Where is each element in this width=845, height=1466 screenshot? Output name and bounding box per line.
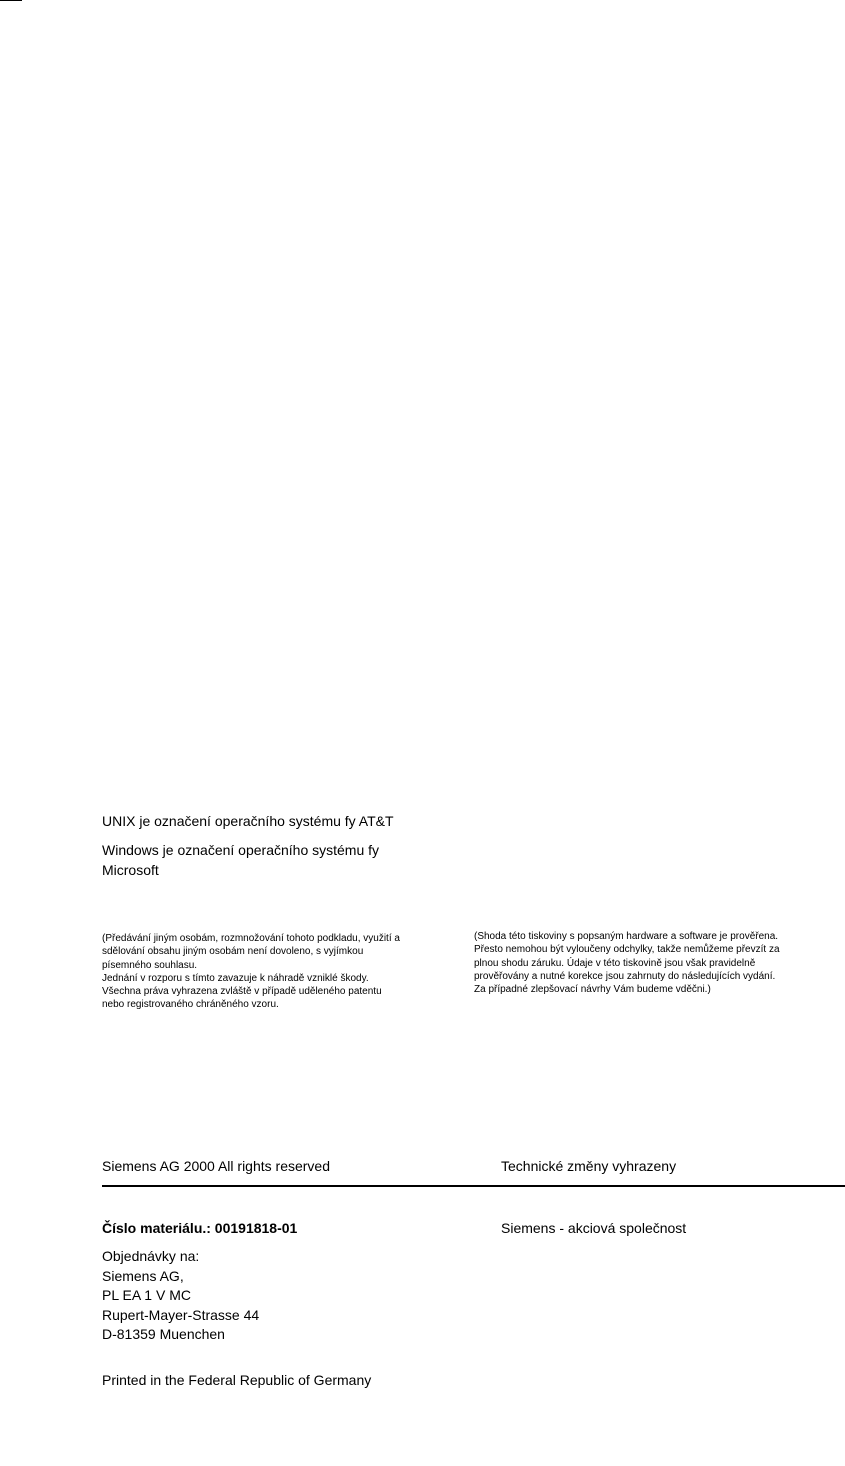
legal-notice-left (102, 932, 400, 1012)
order-address-line: D-81359 Muenchen (102, 1326, 225, 1342)
legal-left-line: Všechna práva vyhrazena zvláště v případě uděleného patentu (102, 986, 382, 998)
legal-left-line: Jednání v rozporu s tímto zavazuje k náhradě vzniklé škody. (102, 972, 369, 984)
legal-notice-right (474, 930, 780, 996)
legal-right-line: prověřovány a nutné korekce jsou zahrnuty do následujících vydání. (474, 970, 776, 982)
material-number: Číslo materiálu.: 00191818-01 (102, 1220, 298, 1236)
windows-trademark-line-2: Microsoft (102, 862, 159, 878)
order-address (102, 1247, 259, 1345)
legal-right-line: (Shoda této tiskoviny s popsaným hardware a software je prověřena. (474, 931, 779, 942)
order-address-line: Rupert-Mayer-Strasse 44 (102, 1306, 260, 1323)
legal-left-line: písemného souhlasu. (102, 959, 198, 971)
technical-changes-notice: Technické změny vyhrazeny (501, 1158, 677, 1174)
unix-trademark-note: UNIX je označení operačního systému fy AT&T (102, 813, 394, 829)
order-address-line: Siemens AG, (102, 1267, 184, 1284)
printed-in-note: Printed in the Federal Republic of Germany (102, 1372, 372, 1388)
corner-crop-mark (0, 0, 22, 1)
legal-left-line: sdělování obsahu jiným osobám není dovoleno, s vyjímkou (102, 946, 364, 958)
legal-right-line: Přesto nemohou být vyloučeny odchylky, takže nemůžeme převzít za (474, 944, 780, 956)
windows-trademark-note (102, 841, 379, 879)
legal-left-line: nebo registrovaného chráněného vzoru. (102, 999, 279, 1011)
order-address-line: Objednávky na: (102, 1248, 200, 1264)
footer-divider (102, 1185, 845, 1187)
legal-left-line: (Předávání jiným osobám, rozmnožování tohoto podkladu, využití a (102, 933, 400, 944)
legal-right-line: plnou shodu záruku. Údaje v této tiskovině jsou však pravidelně (474, 957, 756, 969)
order-address-line: PL EA 1 V MC (102, 1287, 191, 1303)
legal-right-line: Za případné zlepšovací návrhy Vám budeme vděčni.) (474, 984, 711, 996)
company-type: Siemens - akciová společnost (501, 1220, 687, 1236)
windows-trademark-line-1: Windows je označení operačního systému fy (102, 842, 380, 858)
copyright-notice: Siemens AG 2000 All rights reserved (102, 1158, 331, 1174)
